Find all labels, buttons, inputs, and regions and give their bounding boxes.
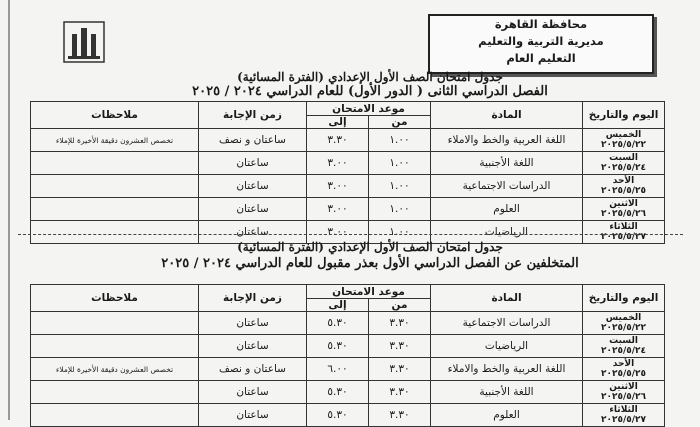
exam-date: ٢٠٢٥/٥/٢٦ bbox=[600, 209, 647, 219]
subject-cell: اللغة العربية والخط والاملاء bbox=[431, 358, 583, 381]
table1-subtitle: الفصل الدراسي الثانى ( الدور الأول) للعام الدراسي ٢٠٢٤ / ٢٠٢٥ bbox=[192, 84, 548, 99]
notes-cell bbox=[31, 404, 199, 427]
exam-table-1 bbox=[30, 101, 665, 244]
duration-cell: ساعتان bbox=[199, 335, 307, 358]
header-to: إلى bbox=[307, 299, 369, 312]
notes-cell bbox=[31, 312, 199, 335]
table-row bbox=[31, 129, 665, 152]
header-subject: المادة bbox=[431, 102, 583, 129]
duration-cell: ساعتان bbox=[199, 221, 307, 244]
from-time-cell: ١.٠٠ bbox=[369, 152, 431, 175]
exam-date: ٢٠٢٥/٥/٢٤ bbox=[600, 346, 647, 356]
exam-date: ٢٠٢٥/٥/٢٧ bbox=[600, 232, 647, 242]
from-time-cell: ١.٠٠ bbox=[369, 221, 431, 244]
table2-body bbox=[31, 312, 665, 427]
notes-cell: تخصص العشرون دقيقة الأخيرة للإملاء bbox=[31, 358, 199, 381]
subject-cell: الدراسات الاجتماعية bbox=[431, 175, 583, 198]
header-duration: زمن الإجابة bbox=[199, 285, 307, 312]
header-subject: المادة bbox=[431, 285, 583, 312]
day-date-cell bbox=[583, 152, 665, 175]
table2-title: جدول امتحان الصف الأول الإعدادي (الفترة المسائية) bbox=[237, 240, 503, 254]
duration-cell: ساعتان bbox=[199, 312, 307, 335]
header-exam-time: موعد الامتحان bbox=[307, 285, 431, 299]
table2-subtitle: المتخلفين عن الفصل الدراسي الأول بعذر مقبول للعام الدراسي ٢٠٢٤ / ٢٠٢٥ bbox=[161, 256, 579, 271]
to-time-cell: ٥.٣٠ bbox=[307, 335, 369, 358]
to-time-cell: ٥.٣٠ bbox=[307, 404, 369, 427]
subject-cell: اللغة الأجنبية bbox=[431, 381, 583, 404]
from-time-cell: ٣.٣٠ bbox=[369, 358, 431, 381]
subject-cell: الدراسات الاجتماعية bbox=[431, 312, 583, 335]
table1-title: جدول امتحان الصف الأول الإعدادي (الفترة المسائية) bbox=[237, 70, 503, 84]
subject-cell: الرياضيات bbox=[431, 221, 583, 244]
notes-cell bbox=[31, 335, 199, 358]
header-notes: ملاحظات bbox=[31, 102, 199, 129]
table-row bbox=[31, 404, 665, 427]
day-date-cell bbox=[583, 381, 665, 404]
day-name: الثلاثاء bbox=[609, 405, 638, 415]
from-time-cell: ٣.٣٠ bbox=[369, 335, 431, 358]
day-name: الخميس bbox=[605, 313, 642, 323]
header-to: إلى bbox=[307, 116, 369, 129]
to-time-cell: ٣.٠٠ bbox=[307, 152, 369, 175]
day-date-cell bbox=[583, 312, 665, 335]
from-time-cell: ١.٠٠ bbox=[369, 175, 431, 198]
header-exam-time: موعد الامتحان bbox=[307, 102, 431, 116]
notes-cell bbox=[31, 198, 199, 221]
from-time-cell: ٣.٣٠ bbox=[369, 381, 431, 404]
day-date-cell bbox=[583, 335, 665, 358]
directorate-header bbox=[428, 14, 654, 74]
subject-cell: العلوم bbox=[431, 404, 583, 427]
exam-date: ٢٠٢٥/٥/٢٢ bbox=[600, 323, 647, 333]
exam-date: ٢٠٢٥/٥/٢٤ bbox=[600, 163, 647, 173]
department-name: التعليم العام bbox=[506, 51, 576, 65]
subject-cell: اللغة الأجنبية bbox=[431, 152, 583, 175]
exam-date: ٢٠٢٥/٥/٢٥ bbox=[600, 186, 647, 196]
exam-date: ٢٠٢٥/٥/٢٦ bbox=[600, 392, 647, 402]
header-notes: ملاحظات bbox=[31, 285, 199, 312]
notes-cell bbox=[31, 152, 199, 175]
from-time-cell: ١.٠٠ bbox=[369, 129, 431, 152]
scan-edge bbox=[8, 0, 10, 420]
day-name: الأحد bbox=[612, 176, 635, 186]
duration-cell: ساعتان و نصف bbox=[199, 358, 307, 381]
notes-cell: تخصص العشرون دقيقة الأخيرة للإملاء bbox=[31, 129, 199, 152]
directorate-name: مديرية التربية والتعليم bbox=[478, 34, 604, 48]
to-time-cell: ٣.٠٠ bbox=[307, 175, 369, 198]
header-duration: زمن الإجابة bbox=[199, 102, 307, 129]
table1-body bbox=[31, 129, 665, 244]
exam-table-2 bbox=[30, 284, 665, 427]
to-time-cell: ٣.٠٠ bbox=[307, 221, 369, 244]
to-time-cell: ٣.٠٠ bbox=[307, 198, 369, 221]
to-time-cell: ٥.٣٠ bbox=[307, 312, 369, 335]
from-time-cell: ١.٠٠ bbox=[369, 198, 431, 221]
from-time-cell: ٣.٣٠ bbox=[369, 312, 431, 335]
to-time-cell: ٥.٣٠ bbox=[307, 381, 369, 404]
header-day-date: اليوم والتاريخ bbox=[583, 285, 665, 312]
exam-date: ٢٠٢٥/٥/٢٥ bbox=[600, 369, 647, 379]
duration-cell: ساعتان bbox=[199, 404, 307, 427]
subject-cell: الرياضيات bbox=[431, 335, 583, 358]
notes-cell bbox=[31, 175, 199, 198]
exam-date: ٢٠٢٥/٥/٢٢ bbox=[600, 140, 647, 150]
table-row bbox=[31, 358, 665, 381]
header-day-date: اليوم والتاريخ bbox=[583, 102, 665, 129]
subject-cell: اللغة العربية والخط والاملاء bbox=[431, 129, 583, 152]
header-from: من bbox=[369, 299, 431, 312]
day-date-cell bbox=[583, 198, 665, 221]
day-name: الثلاثاء bbox=[609, 222, 638, 232]
day-name: الاثنين bbox=[609, 199, 638, 209]
notes-cell bbox=[31, 381, 199, 404]
duration-cell: ساعتان bbox=[199, 198, 307, 221]
day-date-cell bbox=[583, 404, 665, 427]
day-date-cell bbox=[583, 129, 665, 152]
day-date-cell bbox=[583, 358, 665, 381]
day-name: السبت bbox=[609, 336, 638, 346]
day-name: الاثنين bbox=[609, 382, 638, 392]
day-date-cell bbox=[583, 175, 665, 198]
section-divider bbox=[18, 234, 683, 235]
duration-cell: ساعتان bbox=[199, 152, 307, 175]
table-row bbox=[31, 198, 665, 221]
subject-cell: العلوم bbox=[431, 198, 583, 221]
table-row bbox=[31, 312, 665, 335]
duration-cell: ساعتان و نصف bbox=[199, 129, 307, 152]
table-row bbox=[31, 335, 665, 358]
table-row bbox=[31, 381, 665, 404]
day-name: السبت bbox=[609, 153, 638, 163]
to-time-cell: ٦.٠٠ bbox=[307, 358, 369, 381]
day-name: الخميس bbox=[605, 130, 642, 140]
governorate-name: محافظة القاهرة bbox=[494, 17, 588, 31]
table-row bbox=[31, 152, 665, 175]
header-from: من bbox=[369, 116, 431, 129]
table-row bbox=[31, 175, 665, 198]
ministry-logo-icon bbox=[62, 20, 106, 64]
from-time-cell: ٣.٣٠ bbox=[369, 404, 431, 427]
day-name: الأحد bbox=[612, 359, 635, 369]
exam-date: ٢٠٢٥/٥/٢٧ bbox=[600, 415, 647, 425]
to-time-cell: ٣.٣٠ bbox=[307, 129, 369, 152]
duration-cell: ساعتان bbox=[199, 381, 307, 404]
duration-cell: ساعتان bbox=[199, 175, 307, 198]
